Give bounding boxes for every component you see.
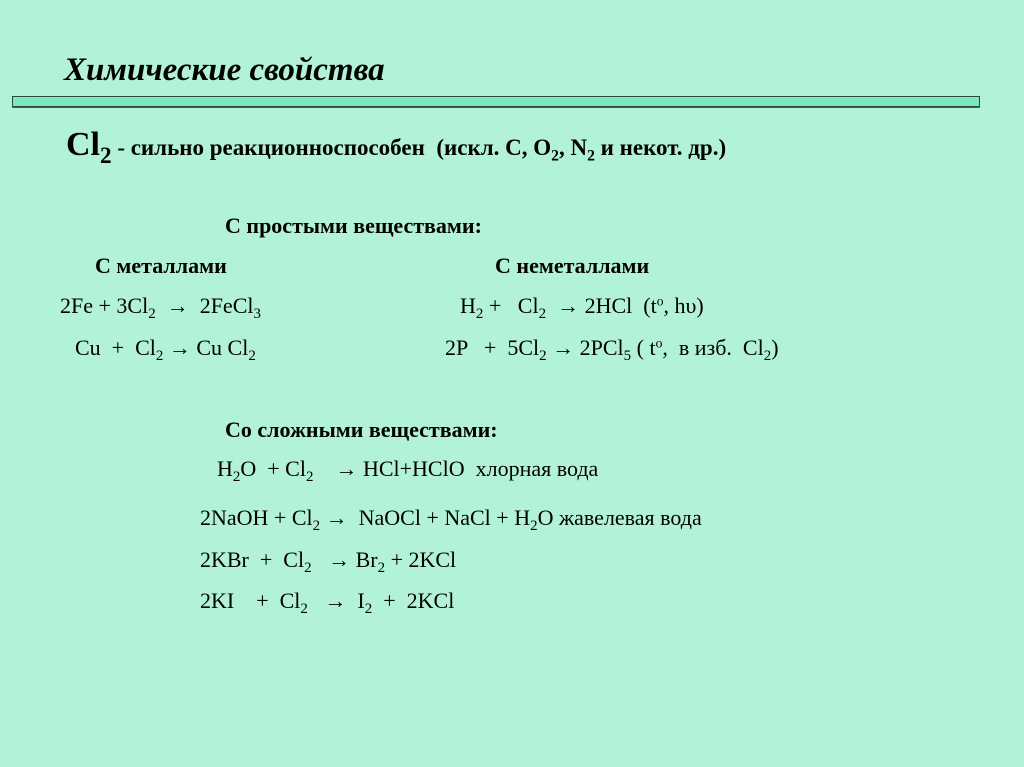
complex-reaction-1 xyxy=(217,456,599,486)
formula-text: , hυ) xyxy=(663,293,704,318)
formula-text: ) xyxy=(771,335,779,360)
formula-text: → NaOCl + NaCl + H xyxy=(320,505,531,530)
superscript: o xyxy=(656,293,664,309)
subscript: 2 xyxy=(551,147,559,165)
formula-text: H xyxy=(460,293,476,318)
complex-reaction-2 xyxy=(200,505,702,535)
formula-text: + 2KCl xyxy=(372,588,455,613)
nonmetal-reaction-1 xyxy=(460,293,704,323)
nonmetal-reaction-2 xyxy=(445,335,779,365)
formula-text: → 2HCl (t xyxy=(546,293,657,318)
formula-text: + Cl xyxy=(483,293,539,318)
subscript: 2 xyxy=(364,601,373,618)
formula-text: , N xyxy=(558,135,588,160)
chlorine-formula xyxy=(66,126,112,170)
formula-text: → Br xyxy=(311,547,378,572)
complex-substances-heading: Со сложными веществами: xyxy=(225,417,498,442)
subscript: 2 xyxy=(475,306,484,323)
subscript: 2 xyxy=(232,469,241,486)
subscript: 2 xyxy=(539,348,547,365)
formula-text: Cl xyxy=(66,126,100,163)
subscript: 2 xyxy=(155,348,164,365)
title-divider xyxy=(12,96,980,107)
formula-text: H xyxy=(217,456,233,481)
subscript: 2 xyxy=(763,348,772,365)
nonmetals-heading: С неметаллами xyxy=(495,253,650,278)
formula-text: Cu + Cl xyxy=(75,335,156,360)
intro-text xyxy=(111,135,727,165)
subscript: 2 xyxy=(304,560,312,577)
formula-text: 2KBr + Cl xyxy=(200,547,305,572)
formula-text: + 2KCl xyxy=(385,547,457,572)
subscript: 5 xyxy=(623,348,632,365)
subscript: 2 xyxy=(312,518,321,535)
formula-text: → HCl+HClO хлорная вода xyxy=(313,456,599,481)
formula-text: - сильно реакционноспособен (искл. С, О xyxy=(111,135,552,160)
formula-text: → 2PCl xyxy=(546,335,624,360)
superscript: o xyxy=(655,335,663,351)
formula-text: → I xyxy=(307,588,365,613)
subscript: 2 xyxy=(248,348,256,365)
formula-text: 2NaOH + Cl xyxy=(200,505,313,530)
subscript: 2 xyxy=(100,143,112,170)
formula-text: → 2FeCl xyxy=(155,293,254,318)
formula-text: 2P + 5Cl xyxy=(445,335,540,360)
subscript: 2 xyxy=(300,601,308,618)
formula-text: O жавелевая вода xyxy=(537,505,702,530)
complex-reaction-4 xyxy=(200,588,455,618)
metal-reaction-1 xyxy=(60,293,261,323)
simple-substances-heading: С простыми веществами: xyxy=(225,213,482,238)
metal-reaction-2 xyxy=(75,335,256,365)
intro-line xyxy=(66,126,727,170)
formula-text: O + Cl xyxy=(240,456,306,481)
subscript: 2 xyxy=(148,306,156,323)
subscript: 3 xyxy=(253,306,261,323)
formula-text: 2KI + Cl xyxy=(200,588,301,613)
formula-text: и некот. др.) xyxy=(594,135,727,160)
subscript: 2 xyxy=(538,306,547,323)
subscript: 2 xyxy=(587,147,595,165)
slide-title: Химические свойства xyxy=(64,52,385,88)
formula-text: , в изб. Cl xyxy=(662,335,764,360)
formula-text: 2Fe + 3Cl xyxy=(60,293,149,318)
formula-text: → Cu Cl xyxy=(163,335,249,360)
metals-heading: С металлами xyxy=(95,253,227,278)
complex-reaction-3 xyxy=(200,547,457,577)
subscript: 2 xyxy=(530,518,538,535)
formula-text: ( t xyxy=(631,335,656,360)
subscript: 2 xyxy=(305,469,314,486)
subscript: 2 xyxy=(377,560,386,577)
